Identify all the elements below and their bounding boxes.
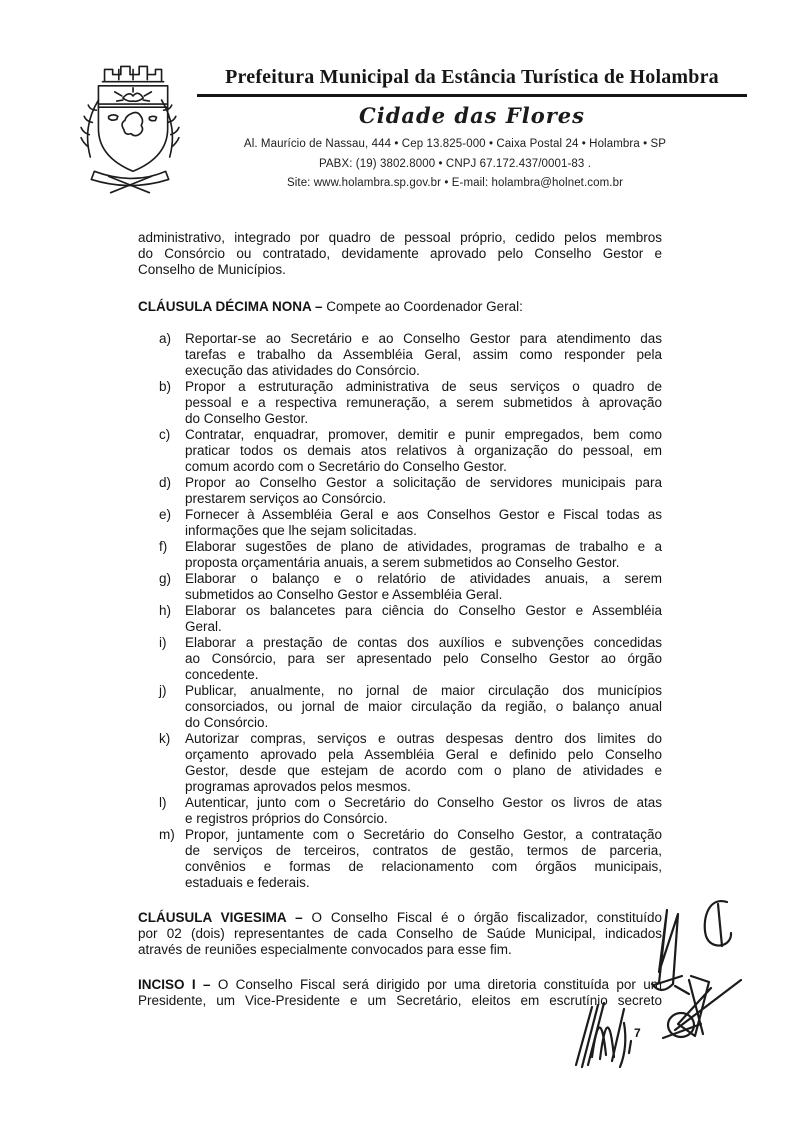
item-letter: f) [159, 539, 168, 554]
text-line: e registros próprios do Consórcio. [185, 811, 388, 826]
text-line: tarefas e trabalho da Assembléia Geral, assim como responder pela [185, 347, 662, 362]
handwritten-initials-left [568, 995, 640, 1073]
text-line: praticar todos os demais atos relativos à organização do pessoal, em [185, 443, 662, 458]
text-line: através de reuniões especialmente convocados para esse fim. [138, 942, 512, 957]
inciso-1-heading-bold: INCISO I – [138, 977, 211, 992]
intro-paragraph [138, 230, 662, 278]
handwritten-initials-right [645, 888, 745, 1048]
text-line: comum acordo com o Secretário do Conselho Gestor. [185, 459, 507, 474]
phone-cnpj-line: PABX: (19) 3802.8000 • CNPJ 67.172.437/0001-83 . [318, 158, 591, 170]
text-line: Propor a estruturação administrativa de seus serviços o quadro de [185, 379, 662, 394]
inciso-1-line1-rest: O Conselho Fiscal será dirigido por uma diretoria constituída por um [210, 977, 662, 992]
text-line: Autorizar compras, serviços e outras despesas dentro dos limites do [185, 731, 662, 746]
item-letter: m) [159, 827, 175, 842]
clause-20-lines [138, 926, 662, 958]
text-line: por 02 (dois) representantes de cada Conselho de Saúde Municipal, indicados [138, 926, 662, 941]
text-line: Fornecer à Assembléia Geral e aos Conselhos Gestor e Fiscal todas as [185, 507, 662, 522]
item-letter: j) [159, 683, 167, 698]
item-letter: l) [159, 795, 167, 810]
list-item [138, 379, 662, 427]
clause-19-list [138, 331, 662, 891]
text-line: ao Consórcio, para ser apresentado pelo Conselho Gestor ao órgão [185, 651, 662, 666]
list-item [138, 475, 662, 507]
text-line: pessoal e a respectiva remuneração, a serem submetidos à aprovação [185, 395, 662, 410]
list-item [138, 795, 662, 827]
item-letter: d) [159, 475, 172, 490]
city-motto: Cidade das Flores [359, 103, 585, 128]
list-item [138, 539, 662, 571]
text-line: Elaborar o balanço e o relatório de atividades anuais, a serem [185, 571, 662, 586]
document-title: Prefeitura Municipal da Estância Turística de Holambra [197, 66, 747, 97]
list-item [138, 331, 662, 379]
text-line: Elaborar a prestação de contas dos auxílios e subvenções concedidas [185, 635, 662, 650]
text-line: informações que lhe sejam solicitadas. [185, 523, 417, 538]
text-line: do Consórcio ou contratado, devidamente aprovado pelo Conselho Gestor e [138, 246, 662, 261]
list-item [138, 731, 662, 795]
list-item [138, 683, 662, 731]
page-number: 7 [634, 1026, 641, 1040]
item-letter: k) [159, 731, 171, 746]
list-item [138, 827, 662, 891]
document-body [138, 230, 662, 1009]
text-line: programas aprovados pelos mesmos. [185, 779, 411, 794]
item-letter: e) [159, 507, 172, 522]
text-line: execução das atividades do Consórcio. [185, 363, 420, 378]
text-line: Contratar, enquadrar, promover, demitir e punir empregados, bem como [185, 427, 662, 442]
clause-20-heading-bold: CLÁUSULA VIGESIMA – [138, 910, 303, 925]
text-line: concedente. [185, 667, 259, 682]
municipal-coat-of-arms-logo [74, 57, 186, 195]
text-line: Reportar-se ao Secretário e ao Conselho Gestor para atendimento das [185, 331, 662, 346]
text-line: Propor, juntamente com o Secretário do Conselho Gestor, a contratação [185, 827, 662, 842]
text-line: consorciados, ou jornal de maior circulação da região, o balanço anual [185, 699, 662, 714]
clause-19-heading-bold: CLÁUSULA DÉCIMA NONA – [138, 299, 323, 314]
text-line: de serviços de terceiros, contratos de gestão, termos de parceria, [185, 843, 662, 858]
clause-20-paragraph [138, 910, 662, 958]
item-letter: h) [159, 603, 172, 618]
text-line: prestarem serviços ao Consórcio. [185, 491, 387, 506]
clause-20-line1-rest: O Conselho Fiscal é o órgão fiscalizador, constituído [302, 910, 662, 925]
clause-20-line1 [138, 910, 662, 926]
text-line: estaduais e federais. [185, 875, 310, 890]
text-line: proposta orçamentária anuais, a serem submetidos ao Conselho Gestor. [185, 555, 620, 570]
text-line: Conselho de Municípios. [138, 262, 286, 277]
text-line: do Consórcio. [185, 715, 269, 730]
text-line: do Conselho Gestor. [185, 411, 309, 426]
list-item [138, 635, 662, 683]
site-email-line: Site: www.holambra.sp.gov.br • E-mail: holambra@holnet.com.br [286, 177, 624, 189]
inciso-1-line1 [138, 977, 662, 993]
address-line: Al. Maurício de Nassau, 444 • Cep 13.825-000 • Caixa Postal 24 • Holambra • SP [243, 138, 667, 150]
list-item [138, 603, 662, 635]
text-line: convênios e formas de relacionamento com órgãos municipais, [185, 859, 662, 874]
clause-19-heading-rest: Compete ao Coordenador Geral: [322, 299, 523, 314]
text-line: Elaborar sugestões de plano de atividades, programas de trabalho e a [185, 539, 662, 554]
text-line: submetidos ao Conselho Gestor e Assembléia Geral. [185, 587, 503, 602]
text-line: Presidente, um Vice-Presidente e um Secretário, eleitos em escrutínio secreto [138, 993, 662, 1008]
text-line: administrativo, integrado por quadro de pessoal próprio, cedido pelos membros [138, 230, 662, 245]
text-line: Autenticar, junto com o Secretário do Conselho Gestor os livros de atas [185, 795, 662, 810]
text-line: orçamento aprovado pela Assembléia Geral e definido pelo Conselho [185, 747, 662, 762]
item-letter: b) [159, 379, 172, 394]
text-line: Propor ao Conselho Gestor a solicitação de servidores municipais para [185, 475, 662, 490]
item-letter: g) [159, 571, 172, 586]
list-item [138, 507, 662, 539]
text-line: Elaborar os balancetes para ciência do Conselho Gestor e Assembléia [185, 603, 662, 618]
item-letter: c) [159, 427, 171, 442]
list-item [138, 427, 662, 475]
text-line: Gestor, desde que estejam de acordo com o plano de atividades e [185, 763, 662, 778]
list-item [138, 571, 662, 603]
item-letter: i) [159, 635, 167, 650]
text-line: Publicar, anualmente, no jornal de maior circulação dos municípios [185, 683, 662, 698]
text-line: Geral. [185, 619, 222, 634]
clause-19-heading [138, 299, 662, 315]
item-letter: a) [159, 331, 172, 346]
